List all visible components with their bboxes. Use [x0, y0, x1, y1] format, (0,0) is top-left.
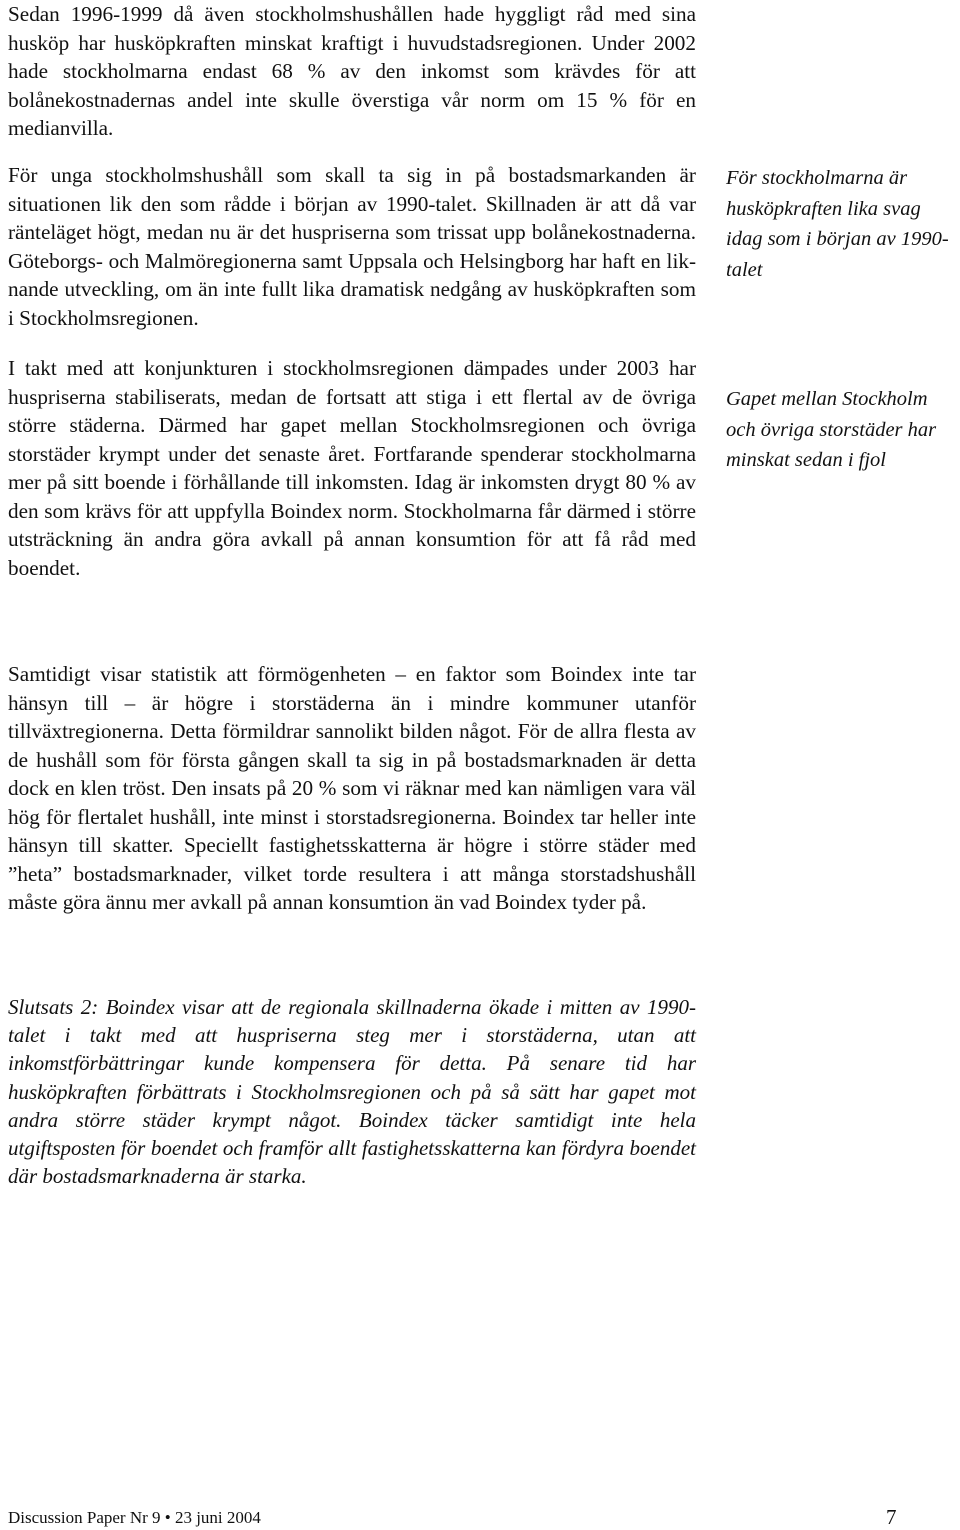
- body-paragraph-2: För unga stockholmshushåll som skall ta sig in på bostadsmarkanden är situationen lik den som rådde i början av 1990-talet. Skillnaden är att då var ränteläget högt, medan nu är det huspriserna som trissat upp bolånekostnaderna. Göteborgs- och Malmöregionerna samt Uppsala och Helsingborg har haft en liknande utveckling, om än inte fullt lika dramatisk nedgång av husköpkraften som i Stockholmsregionen.: [8, 163, 696, 330]
- conclusion-paragraph: Slutsats 2: Boindex visar att de regionala skillnaderna ökade i mitten av 1990-talet i takt med att huspriserna steg mer i storstäderna, utan att inkomstförbättringar kunde kompensera för detta. På senare tid har husköpkraften förbättrats i Stockholmsregionen och på så sätt har gapet mot andra större städer krympt något. Boindex täcker samtidigt inte hela utgiftsposten för boendet och framför allt fastighetsskatterna kan fördyra boendet där bostadsmarknaderna är starka.: [8, 995, 696, 1189]
- page-footer: Discussion Paper Nr 9 • 23 juni 2004: [8, 1508, 261, 1527]
- body-paragraph-4: Samtidigt visar statistik att förmögenheten – en faktor som Boindex inte tar hänsyn till – är högre i storstäderna än i mindre kommuner utanför tillväxtregionerna. Detta förmildrar sannolikt bilden något. För de allra flesta av de hushåll som för första gången skall ta sig in på bostadsmarknaden är detta dock en klen tröst. Den insats på 20 % som vi räknar med kan nämligen vara väl hög för flertalet hushåll, inte minst i storstadsregionerna. Boindex tar heller inte hänsyn till skatter. Speciellt fastighetsskatterna är högre i större städer med ”heta” bostadsmarknader, vilket torde resultera i att många storstadshushåll måste göra ännu mer avkall på annan konsumtion än vad Boindex tyder på.: [8, 662, 696, 914]
- body-paragraph-3: I takt med att konjunkturen i stockholmsregionen dämpades under 2003 har huspriserna stabiliserats, medan de fortsatt att stiga i ett flertal av de övriga större städerna. Därmed har gapet mellan Stockholmsregionen och övriga storstäder krympt under det senaste året. Fortfarande spenderar stockholmarna mer på sitt boende i förhållande till inkomsten. Idag är inkomsten drygt 80 % av den som krävs för att uppfylla Boindex norm. Stockholmarna får därmed i större utsträckning än andra göra avkall på annan konsumtion för att få råd med boendet.: [8, 356, 696, 580]
- margin-note-2: Gapet mellan Stockholm och övriga storstäder har minskat sedan i fjol: [726, 388, 937, 471]
- body-paragraph-1: Sedan 1996-1999 då även stockholmshushållen hade hyggligt råd med sina husköp har husköpkraften minskat kraftigt i huvudstadsregionen. Under 2002 hade stockholmarna endast 68 % av den inkomst som krävdes för att bolånekostnadernas andel inte skulle överstiga vår norm om 15 % för en medianvilla.: [8, 2, 696, 140]
- page-number: 7: [886, 1505, 897, 1529]
- margin-note-1: För stockholmarna är husköpkraften lika svag idag som i början av 1990-talet: [726, 167, 949, 281]
